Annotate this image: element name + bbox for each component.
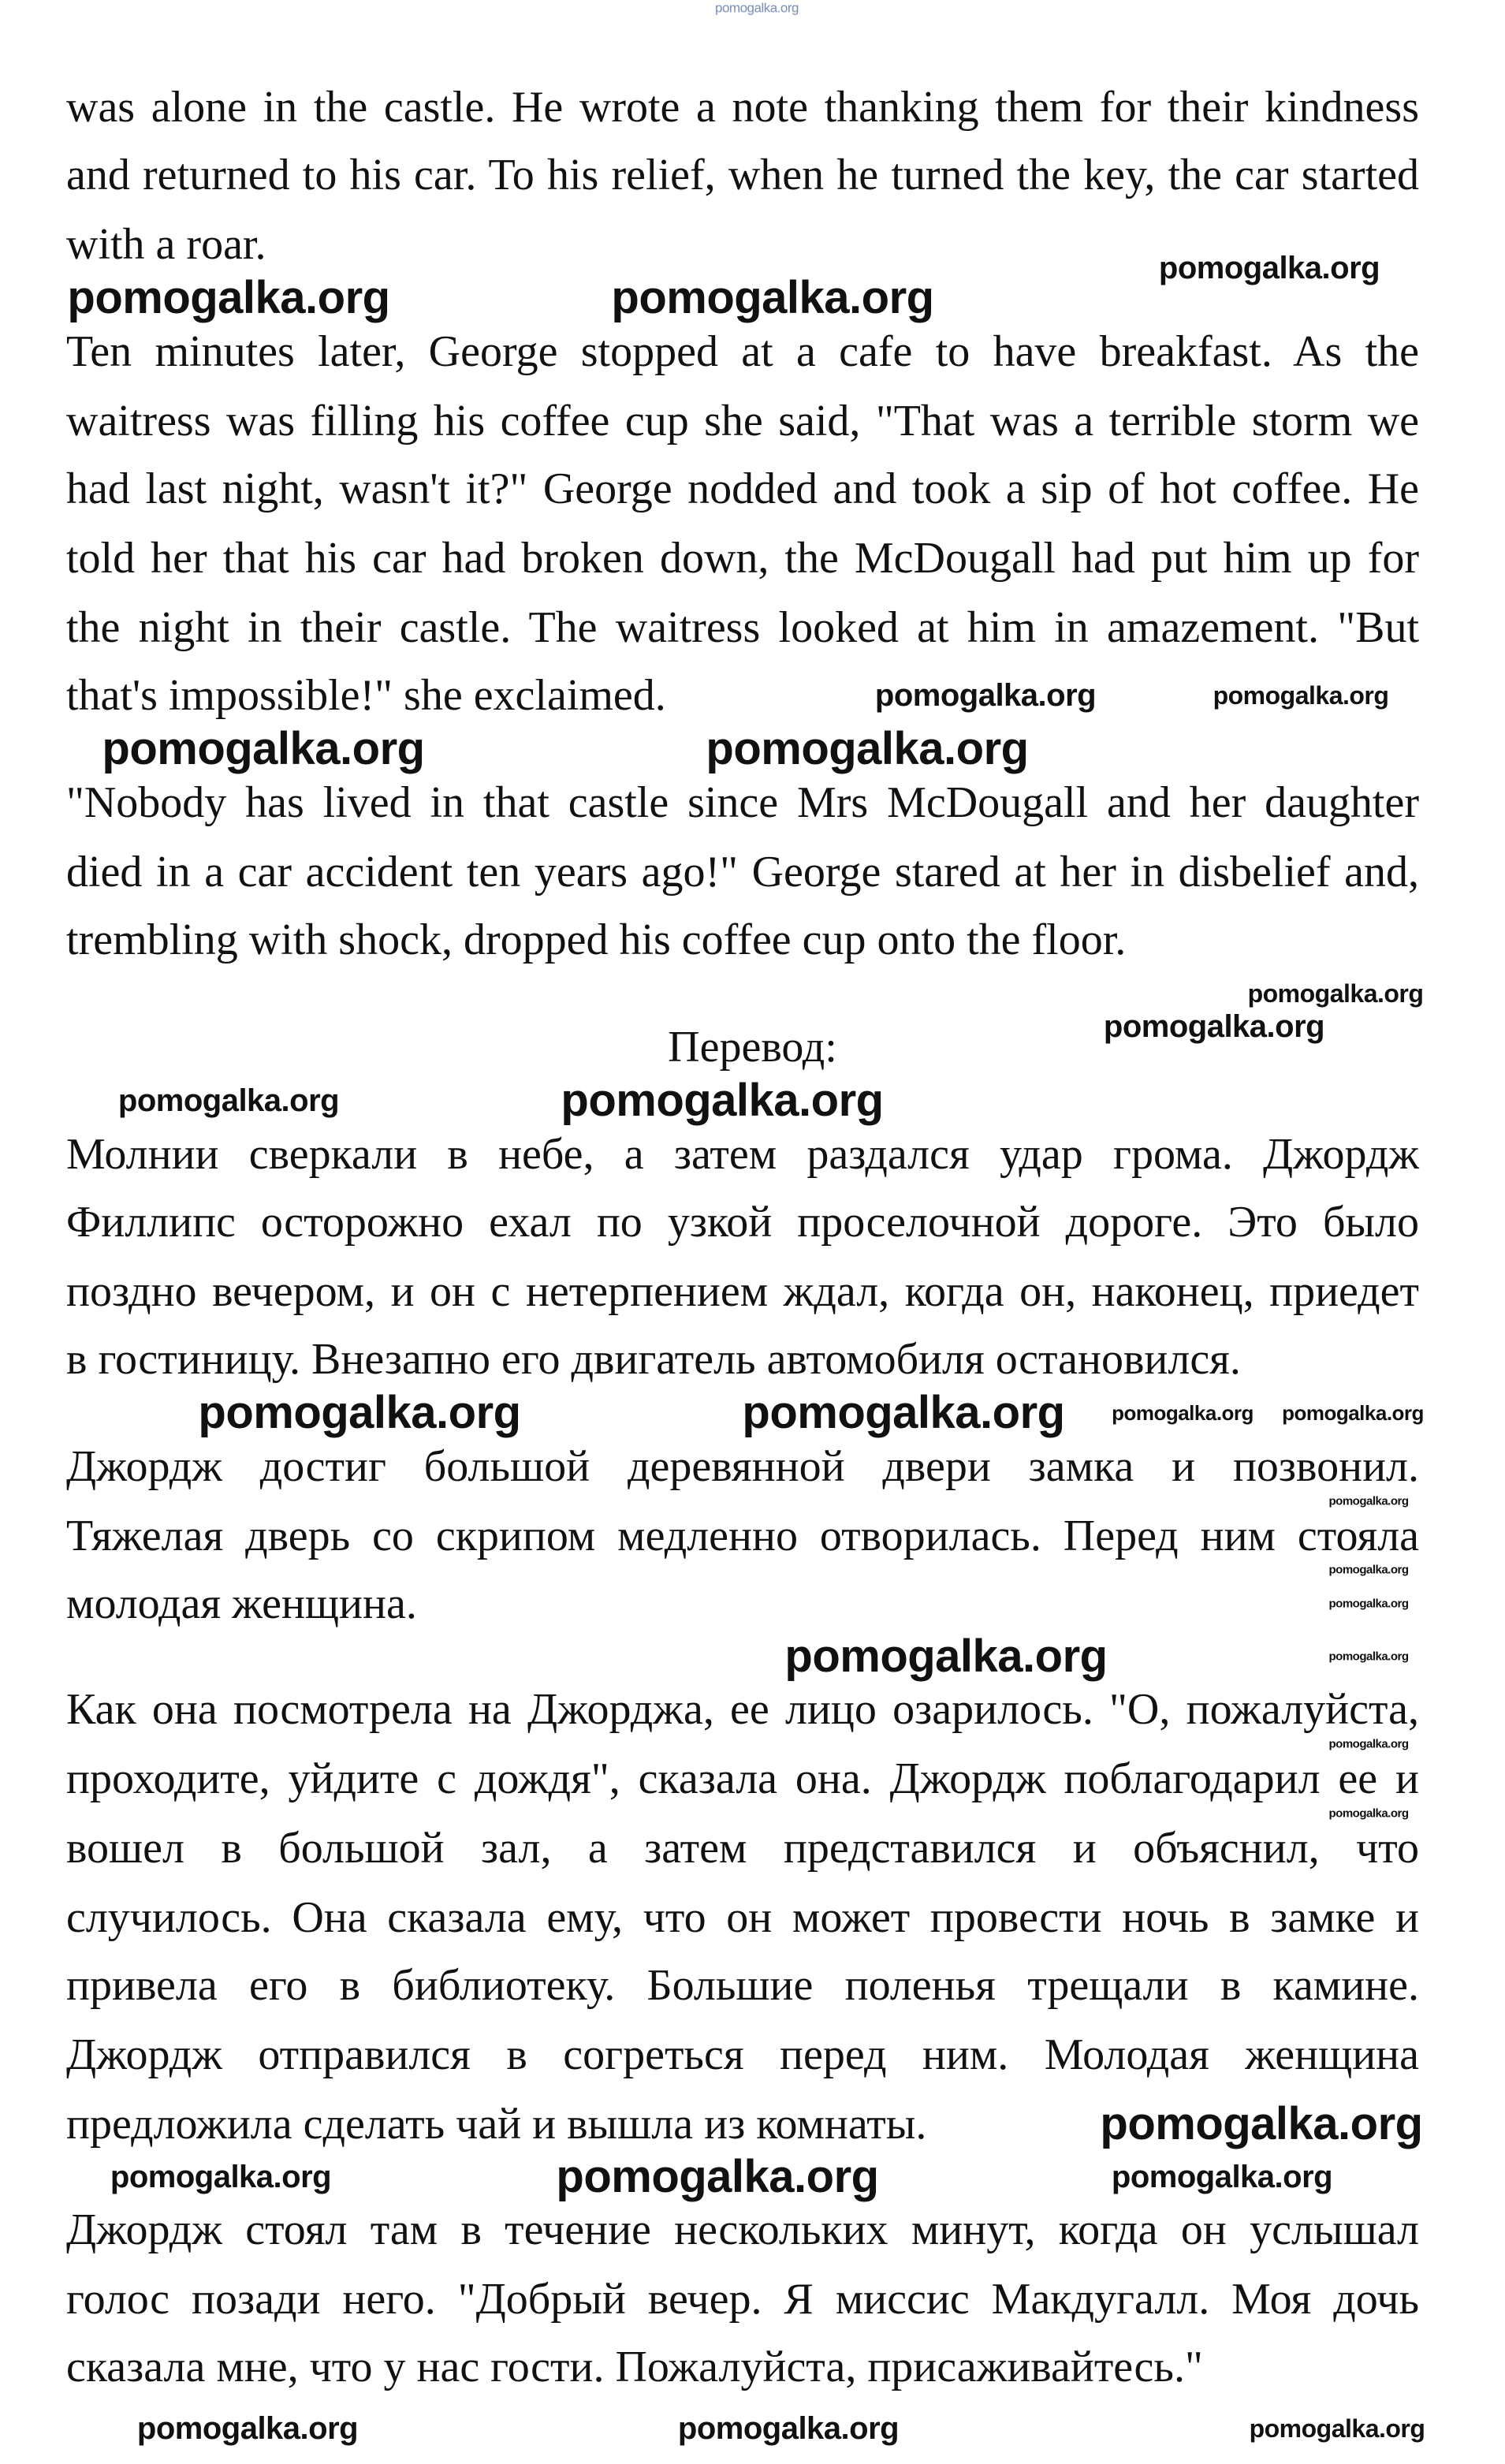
russian-text-line: предложила сделать чай и вышла из комнаты.	[66, 2100, 927, 2149]
watermark-text: pomogalka.org	[1328, 1806, 1409, 1821]
watermark-text: pomogalka.org	[742, 1387, 1065, 1438]
watermark-text: pomogalka.org	[110, 2160, 332, 2194]
watermark-text: pomogalka.org	[1100, 2098, 1423, 2149]
watermark-text: pomogalka.org	[556, 2151, 879, 2202]
watermark-text: pomogalka.org	[67, 272, 390, 323]
russian-text-line: проходите, уйдите с дождя", сказала она. Джордж поблагодарил ее и	[66, 1754, 1419, 1803]
english-text-line: Ten minutes later, George stopped at a cafe to have breakfast. As the	[66, 327, 1419, 376]
watermark-text: pomogalka.org	[1158, 251, 1380, 285]
watermark-text: pomogalka.org	[1247, 979, 1424, 1008]
russian-text-line: Филлипс осторожно ехал по узкой проселочной дороге. Это было	[66, 1198, 1419, 1247]
english-text-line: had last night, wasn't it?" George nodded and took a sip of hot coffee. He	[66, 464, 1419, 513]
watermark-text: pomogalka.org	[1213, 681, 1389, 710]
watermark-text: pomogalka.org	[1328, 1650, 1409, 1664]
english-text-line: "Nobody has lived in that castle since Mrs McDougall and her daughter	[66, 778, 1419, 827]
watermark-text: pomogalka.org	[1103, 1009, 1325, 1044]
watermark-text: pomogalka.org	[706, 723, 1029, 774]
russian-text-line: сказала мне, что у нас гости. Пожалуйста, присаживайтесь."	[66, 2343, 1203, 2391]
watermark-text: pomogalka.org	[677, 2411, 900, 2446]
russian-text-line: Тяжелая дверь со скрипом медленно отворилась. Перед ним стояла	[66, 1512, 1419, 1560]
russian-text-line: в гостиницу. Внезапно его двигатель автомобиля остановился.	[66, 1335, 1241, 1384]
watermark-text: pomogalka.org	[117, 1083, 340, 1118]
english-text-line: trembling with shock, dropped his coffee cup onto the floor.	[66, 915, 1127, 964]
english-text-line: that's impossible!" she exclaimed.	[66, 671, 666, 720]
russian-text-line: поздно вечером, и он с нетерпением ждал, когда он, наконец, приедет	[66, 1267, 1419, 1316]
english-text-line: waitress was filling his coffee cup she said, "That was a terrible storm we	[66, 397, 1419, 445]
english-text-line: and returned to his car. To his relief, when he turned the key, the car started	[66, 151, 1419, 199]
watermark-text: pomogalka.org	[1328, 1597, 1409, 1611]
russian-text-line: Джордж стоял там в течение нескольких минут, когда он услышал	[66, 2205, 1419, 2254]
russian-text-line: молодая женщина.	[66, 1579, 417, 1628]
watermark-text: pomogalka.org	[1282, 1401, 1424, 1425]
russian-text-line: Джордж отправился в согреться перед ним. Молодая женщина	[66, 2030, 1419, 2079]
watermark-text: pomogalka.org	[784, 1631, 1108, 1682]
english-text-line: died in a car accident ten years ago!" George stared at her in disbelief and,	[66, 848, 1419, 897]
watermark-text: pomogalka.org	[102, 723, 425, 774]
watermark-text: pomogalka.org	[874, 678, 1097, 713]
russian-text-line: случилось. Она сказала ему, что он может провести ночь в замке и	[66, 1893, 1419, 1942]
english-text-line: was alone in the castle. He wrote a note thanking them for their kindness	[66, 83, 1419, 132]
russian-text-line: Джордж достиг большой деревянной двери замка и позвонил.	[66, 1442, 1419, 1491]
russian-text-line: вошел в большой зал, а затем представился и объяснил, что	[66, 1824, 1419, 1873]
watermark-text: pomogalka.org	[1112, 1401, 1254, 1425]
watermark-text: pomogalka.org	[715, 0, 799, 16]
english-text-line: the night in their castle. The waitress looked at him in amazement. "But	[66, 603, 1419, 652]
watermark-text: pomogalka.org	[1328, 1494, 1409, 1508]
translation-heading: Перевод:	[668, 1023, 837, 1072]
russian-text-line: привела его в библиотеку. Большие поленья трещали в камине.	[66, 1961, 1419, 2010]
english-text-line: told her that his car had broken down, the McDougall had put him up for	[66, 534, 1419, 583]
russian-text-line: голос позади него. "Добрый вечер. Я миссис Макдугалл. Моя дочь	[66, 2275, 1419, 2324]
watermark-text: pomogalka.org	[136, 2411, 359, 2446]
watermark-text: pomogalka.org	[198, 1387, 521, 1438]
watermark-text: pomogalka.org	[1328, 1563, 1409, 1577]
watermark-text: pomogalka.org	[561, 1075, 884, 1126]
watermark-text: pomogalka.org	[611, 272, 934, 323]
watermark-text: pomogalka.org	[1328, 1737, 1409, 1751]
english-text-line: with a roar.	[66, 220, 266, 269]
russian-text-line: Как она посмотрела на Джорджа, ее лицо озарилось. "О, пожалуйста,	[66, 1685, 1419, 1734]
watermark-text: pomogalka.org	[1111, 2160, 1333, 2194]
russian-text-line: Молнии сверкали в небе, а затем раздался удар грома. Джордж	[66, 1130, 1419, 1179]
watermark-text: pomogalka.org	[1249, 2414, 1425, 2443]
